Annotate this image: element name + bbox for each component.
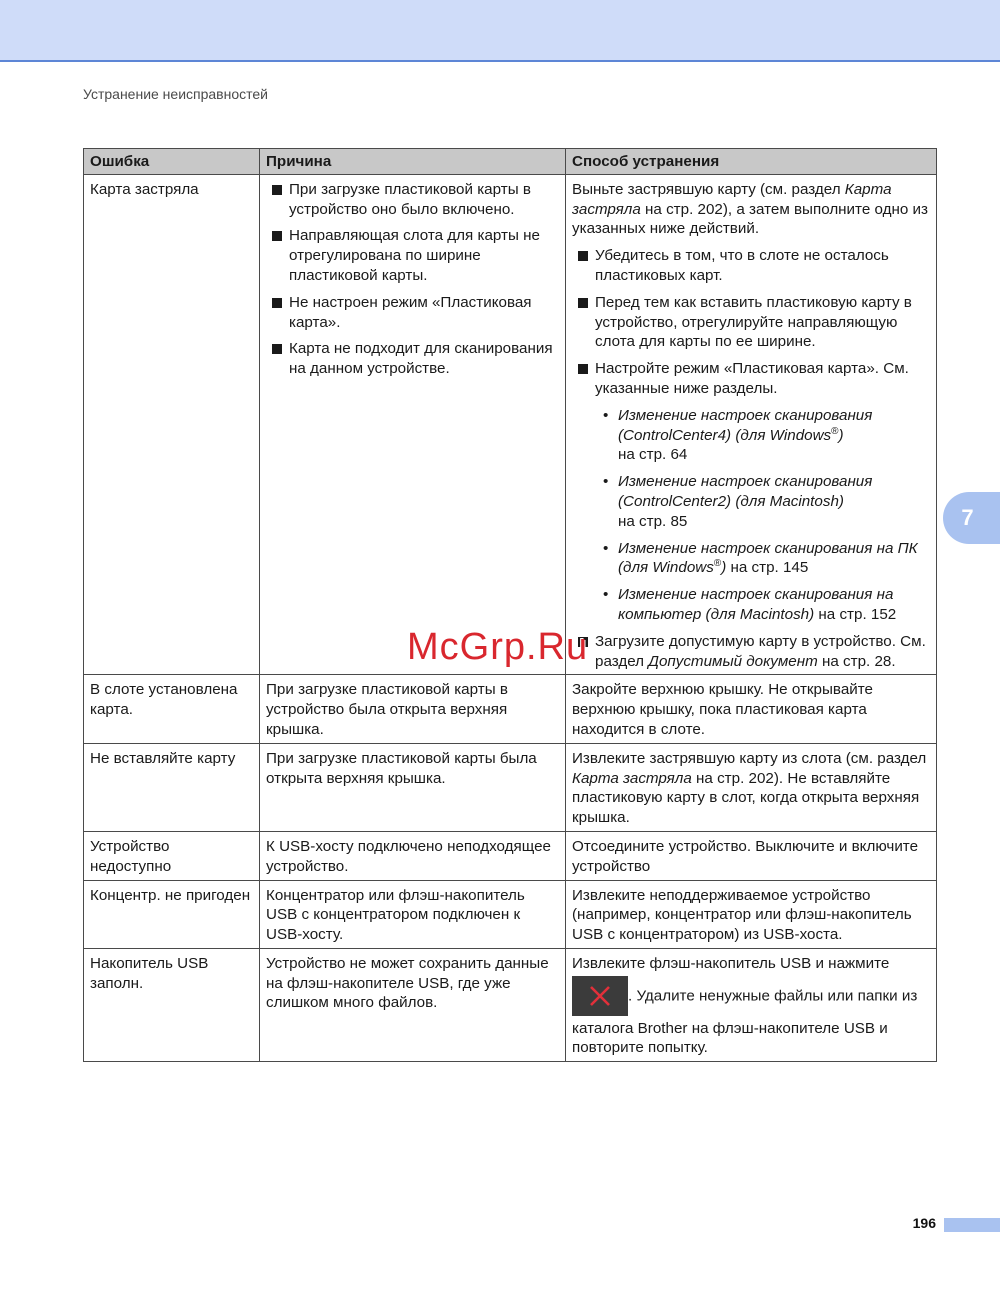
list-item: Перед тем как вставить пластиковую карту в устройство, отрегулируйте направляющую слота для карты по ее ширине.	[572, 293, 930, 352]
error-cell: В слоте установлена карта.	[84, 675, 260, 743]
error-cell: Не вставляйте карту	[84, 743, 260, 831]
reference-item[interactable]: • Изменение настроек сканирования на компьютер (для Macintosh) на стр. 152	[603, 586, 897, 623]
reference-item[interactable]: • Изменение настроек сканирования на ПК (для Windows®) на стр. 145	[603, 539, 918, 577]
cause-cell: Устройство не может сохранить данные на флэш-накопителе USB, где уже слишком много файлов.	[260, 948, 566, 1061]
table-row	[84, 831, 937, 880]
top-color-band	[0, 0, 1000, 62]
troubleshooting-table	[83, 148, 937, 1062]
error-cell: Карта застряла	[84, 174, 260, 675]
cause-cell	[260, 174, 566, 675]
dot-bullet-icon: •	[603, 539, 609, 557]
list-item: Не настроен режим «Пластиковая карта».	[266, 293, 559, 333]
square-bullet-icon	[578, 251, 588, 261]
column-header-cause: Причина	[260, 149, 566, 175]
cause-cell: К USB-хосту подключено неподходящее устройство.	[260, 831, 566, 880]
link-card-jam[interactable]: Карта застряла	[572, 769, 692, 787]
square-bullet-icon	[578, 298, 588, 308]
square-bullet-icon	[272, 231, 282, 241]
table-row	[84, 174, 937, 675]
page-number: 196	[912, 1215, 936, 1231]
solution-cell: Извлеките флэш-накопитель USB и нажмите . Удалите ненужные файлы или папки из каталога Brother на флэш-накопителе USB и повторите попытку.	[566, 948, 937, 1061]
cause-cell: При загрузке пластиковой карты была открыта верхняя крышка.	[260, 743, 566, 831]
table-header-row	[84, 149, 937, 175]
solution-list	[572, 246, 930, 671]
error-cell: Накопитель USB заполн.	[84, 948, 260, 1061]
column-header-error: Ошибка	[84, 149, 260, 175]
running-header: Устранение неисправностей	[83, 86, 268, 102]
column-header-solution: Способ устранения	[566, 149, 937, 175]
cause-cell: При загрузке пластиковой карты в устройство была открыта верхняя крышка.	[260, 675, 566, 743]
square-bullet-icon	[272, 344, 282, 354]
chapter-tab: 7	[943, 492, 1000, 544]
error-cell: Устройство недоступно	[84, 831, 260, 880]
table-row	[84, 743, 937, 831]
cause-cell: Концентратор или флэш-накопитель USB с концентратором подключен к USB-хосту.	[260, 880, 566, 948]
solution-cell: Извлеките застрявшую карту из слота (см. раздел Карта застряла на стр. 202). Не вставляйте пластиковую карту в слот, когда открыта верхняя крышка.	[566, 743, 937, 831]
list-item: При загрузке пластиковой карты в устройство оно было включено.	[266, 180, 559, 220]
square-bullet-icon	[272, 185, 282, 195]
square-bullet-icon	[578, 364, 588, 374]
error-cell: Концентр. не пригоден	[84, 880, 260, 948]
list-item: Карта не подходит для сканирования на данном устройстве.	[266, 339, 559, 379]
list-item: Направляющая слота для карты не отрегулирована по ширине пластиковой карты.	[266, 226, 559, 285]
list-item: Убедитесь в том, что в слоте не осталось пластиковых карт.	[572, 246, 930, 286]
page-number-bar	[944, 1218, 1000, 1232]
solution-intro: Выньте застрявшую карту (см. раздел Карта застряла на стр. 202), а затем выполните одно из указанных ниже действий.	[572, 180, 928, 238]
solution-cell	[566, 174, 937, 675]
table-row	[84, 675, 937, 743]
solution-cell: Извлеките неподдерживаемое устройство (например, концентратор или флэш-накопитель USB с концентратором) из USB-хоста.	[566, 880, 937, 948]
link-card-jam[interactable]: Карта застряла	[572, 180, 892, 218]
dot-bullet-icon: •	[603, 473, 609, 491]
dot-bullet-icon: •	[603, 586, 609, 604]
reference-item[interactable]: • Изменение настроек сканирования (ControlCenter4) (для Windows®) на стр. 64	[603, 406, 873, 464]
table-row	[84, 948, 937, 1061]
solution-cell: Отсоедините устройство. Выключите и включите устройство	[566, 831, 937, 880]
reference-list	[595, 406, 930, 625]
cause-list	[266, 180, 559, 379]
square-bullet-icon	[272, 298, 282, 308]
solution-cell: Закройте верхнюю крышку. Не открывайте верхнюю крышку, пока пластиковая карта находится в слоте.	[566, 675, 937, 743]
watermark: McGrp.Ru	[407, 626, 589, 668]
stop-x-icon	[572, 976, 628, 1016]
list-item: Загрузите допустимую карту в устройство. См. раздел Допустимый документ на стр. 28.	[572, 632, 930, 672]
link-acceptable-document[interactable]: Допустимый документ	[648, 652, 818, 670]
dot-bullet-icon: •	[603, 406, 609, 424]
table-row	[84, 880, 937, 948]
list-item: Настройте режим «Пластиковая карта». См. указанные ниже разделы. • Изменение настроек сканирования (ControlCenter4) (для Windows®) на стр. 64 • Изменение настроек сканирования (ControlCenter2) (для Macintosh) на стр. 85 • Изменение настроек сканирования на ПК (для Windows®) на стр. 145 • Изменение настроек сканирования на компьютер (для Macintosh) на стр. 152	[572, 359, 930, 625]
reference-item[interactable]: • Изменение настроек сканирования (ControlCenter2) (для Macintosh) на стр. 85	[603, 473, 873, 530]
